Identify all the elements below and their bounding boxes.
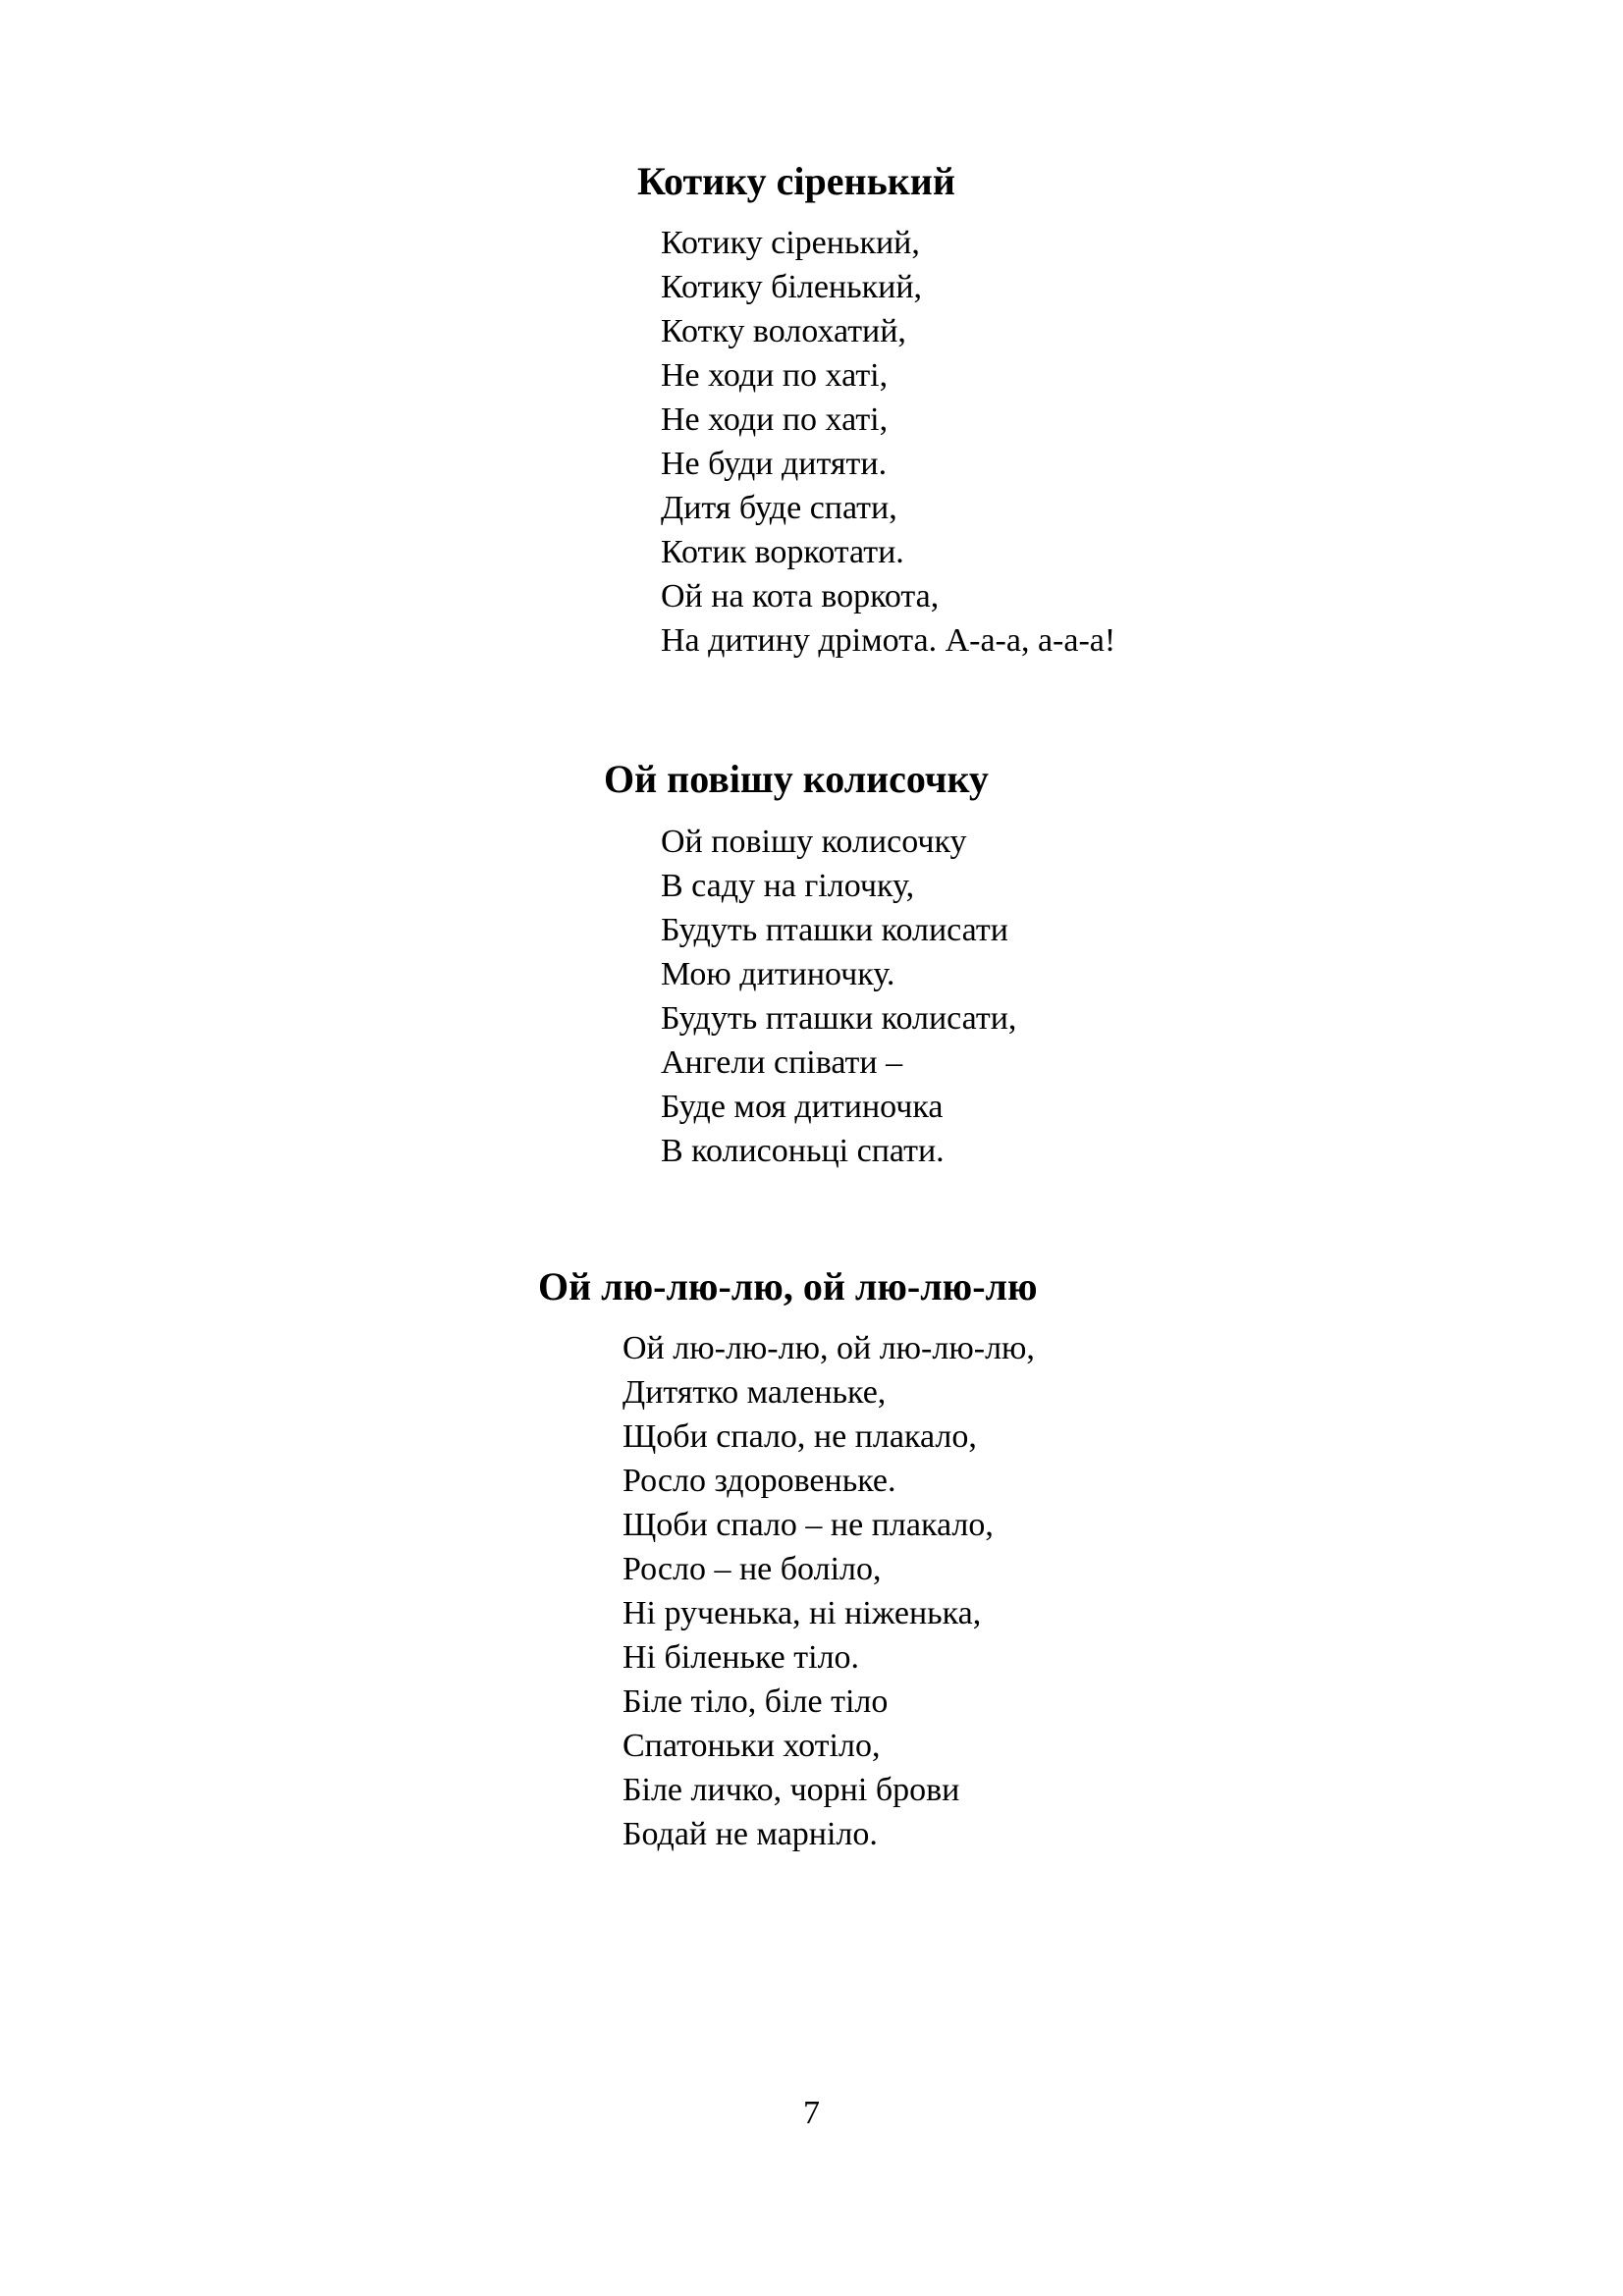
- poem-stanza: [661, 221, 1115, 663]
- poem-line: Біле личко, чорні брови: [622, 1772, 960, 1808]
- poem-line: Щоби спало, не плакало,: [622, 1418, 977, 1455]
- poem-line: Котику біленький,: [661, 269, 923, 305]
- poem-line: Буде моя дитиночка: [661, 1089, 944, 1125]
- poem-line: Котик воркотати.: [661, 534, 904, 570]
- poem-line: Дитятко маленьке,: [622, 1374, 887, 1411]
- poem-line: Ні рученька, ні ніженька,: [622, 1595, 982, 1631]
- poem-line: Будуть пташки колисати,: [661, 1000, 1017, 1037]
- poem-stanza: [661, 820, 1016, 1173]
- poem-line: На дитину дрімота. А-а-а, а-а-а!: [661, 622, 1116, 659]
- poem-line: Мою дитиночку.: [661, 956, 895, 992]
- poem-line: Щоби спало – не плакало,: [622, 1507, 994, 1543]
- poem-line: Ні біленьке тіло.: [622, 1639, 860, 1676]
- poem-line: В колисоньці спати.: [661, 1133, 945, 1169]
- poem-line: Не ходи по хаті,: [661, 357, 889, 394]
- page-number: 7: [803, 2095, 820, 2131]
- poem-line: Росло здоровеньке.: [622, 1463, 896, 1499]
- poem-line: Не буди дитяти.: [661, 446, 888, 482]
- poem-line: Росло – не боліло,: [622, 1551, 882, 1587]
- poem-line: Біле тіло, біле тіло: [622, 1683, 889, 1720]
- poem-title: Ой лю-лю-лю, ой лю-лю-лю: [538, 1264, 1038, 1308]
- poem-line: Ой на кота воркота,: [661, 578, 940, 614]
- poem-line: Будуть пташки колисати: [661, 912, 1008, 948]
- poem-line: Ангели співати –: [661, 1044, 903, 1081]
- poem-line: Не ходи по хаті,: [661, 401, 889, 438]
- poem-line: Ой повішу колисочку: [661, 824, 967, 860]
- poem-line: Котку волохатий,: [661, 313, 906, 349]
- poem-line: Дитя буде спати,: [661, 490, 897, 526]
- poem-title: Котику сіренький: [637, 159, 955, 203]
- poem-line: Бодай не марніло.: [622, 1816, 878, 1852]
- poem-stanza: [622, 1326, 1035, 1856]
- poem-line: Спатоньки хотіло,: [622, 1728, 881, 1764]
- poem-line: Ой лю-лю-лю, ой лю-лю-лю,: [622, 1330, 1035, 1366]
- poem-title: Ой повішу колисочку: [604, 757, 989, 801]
- poem-line: В саду на гілочку,: [661, 868, 915, 904]
- poem-line: Котику сіренький,: [661, 225, 920, 261]
